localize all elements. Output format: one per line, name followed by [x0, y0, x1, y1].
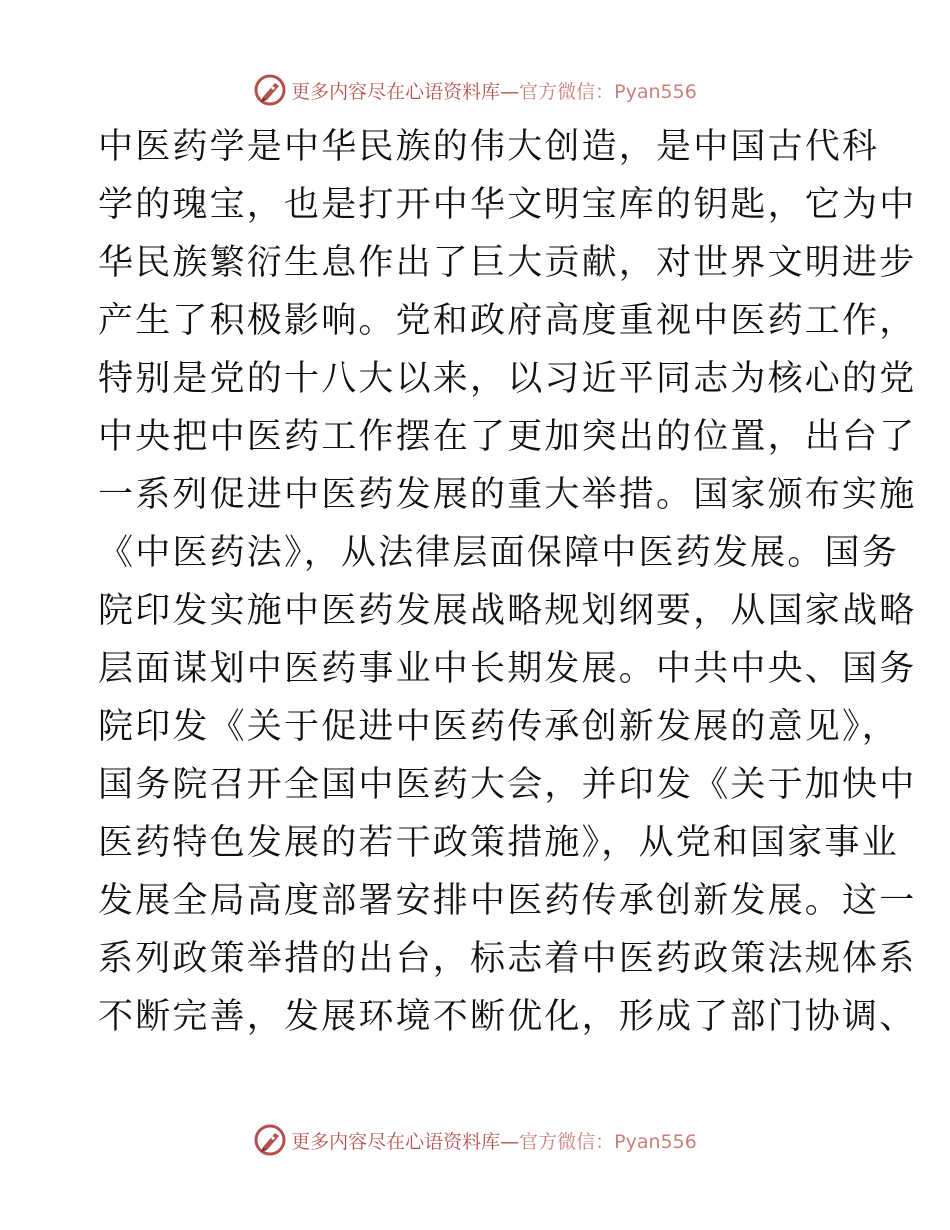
text-line: 层面谋划中医药事业中长期发展。中共中央、国务: [98, 649, 917, 689]
text-line: 特别是党的十八大以来，以习近平同志为核心的党: [98, 359, 917, 399]
text-line: 学的瑰宝，也是打开中华文明宝库的钥匙，它为中: [98, 185, 917, 225]
text-line: 不断完善，发展环境不断优化，形成了部门协调、: [98, 997, 917, 1037]
pen-logo-icon: [253, 73, 287, 107]
header-banner: [0, 70, 950, 110]
text-line: 系列政策举措的出台，标志着中医药政策法规体系: [98, 939, 917, 979]
text-line: 国务院召开全国中医药大会，并印发《关于加快中: [98, 765, 917, 805]
footer-banner: [0, 1120, 950, 1160]
banner-wechat: 官方微信：Pyan556: [519, 80, 697, 103]
pen-logo-icon: [253, 1123, 287, 1157]
banner-wechat: 官方微信：Pyan556: [519, 1130, 697, 1153]
text-line: 医药特色发展的若干政策措施》，从党和国家事业: [98, 823, 899, 863]
text-line: 院印发实施中医药发展战略规划纲要，从国家战略: [98, 591, 917, 631]
banner-separator: —: [500, 1130, 520, 1153]
text-line: 一系列促进中医药发展的重大举措。国家颁布实施: [98, 475, 917, 515]
text-line: 华民族繁衍生息作出了巨大贡献，对世界文明进步: [98, 243, 917, 283]
document-body: [98, 118, 917, 1046]
text-line: 中央把中医药工作摆在了更加突出的位置，出台了: [98, 417, 917, 457]
text-line: 《中医药法》，从法律层面保障中医药发展。国务: [98, 533, 899, 573]
text-line: 中医药学是中华民族的伟大创造，是中国古代科: [98, 127, 880, 167]
banner-title: 更多内容尽在心语资料库: [291, 1130, 501, 1153]
banner-title: 更多内容尽在心语资料库: [291, 80, 501, 103]
text-line: 院印发《关于促进中医药传承创新发展的意见》，: [98, 707, 899, 747]
text-line: 发展全局高度部署安排中医药传承创新发展。这一: [98, 881, 917, 921]
text-line: 产生了积极影响。党和政府高度重视中医药工作，: [98, 301, 917, 341]
banner-separator: —: [500, 80, 520, 103]
